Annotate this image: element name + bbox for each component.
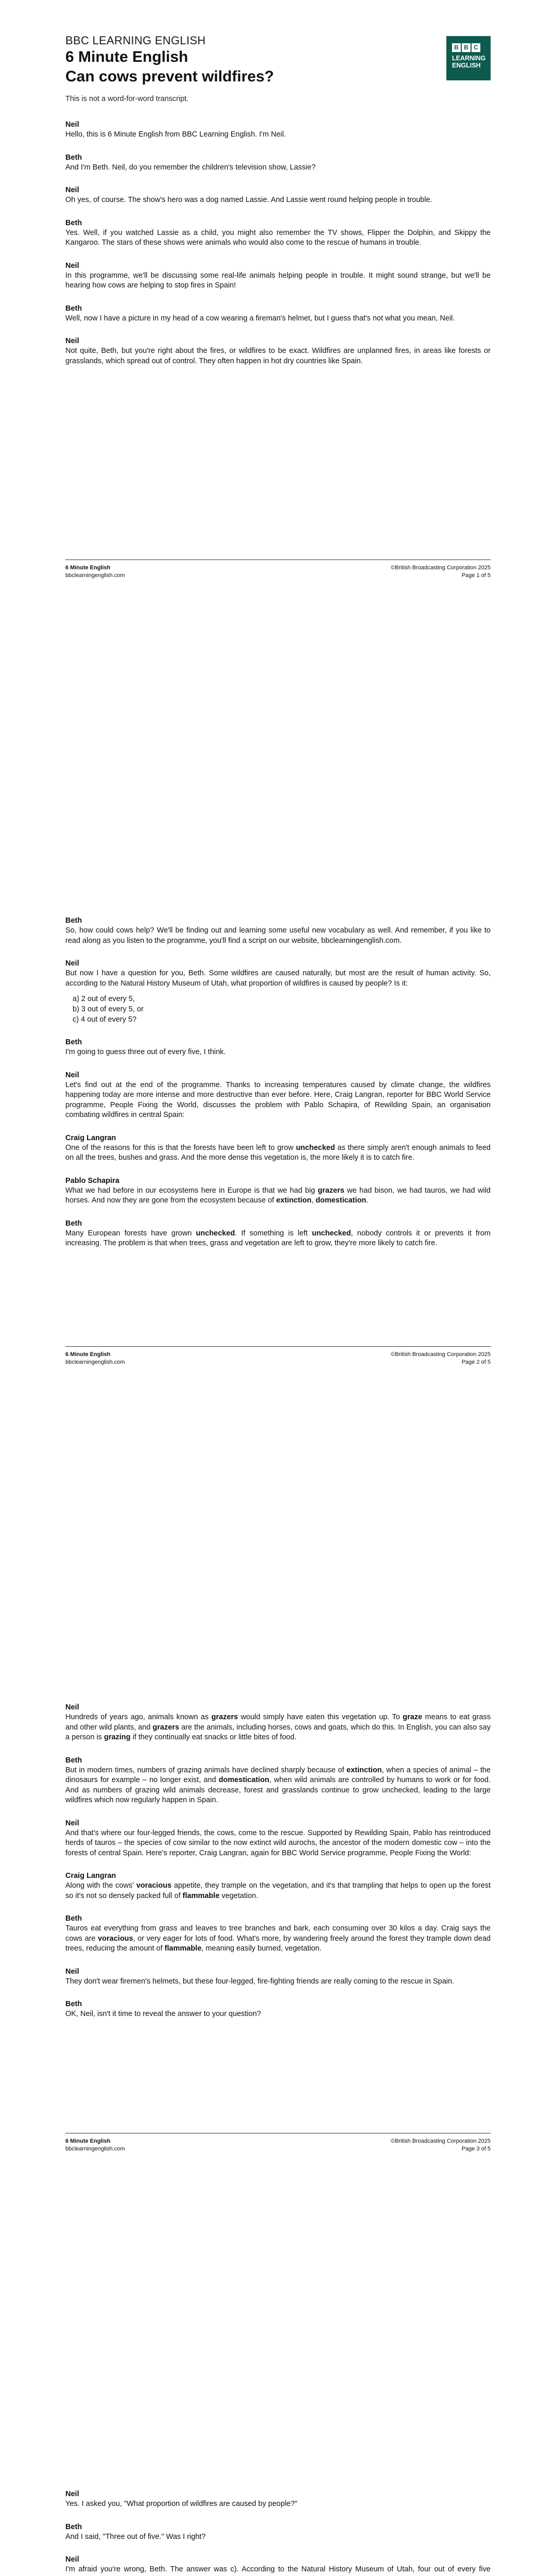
speaker-name: Beth	[65, 304, 82, 313]
transcript-body	[65, 787, 491, 1249]
footer-website: bbclearningenglish.com	[65, 2146, 125, 2152]
speech-text: Let's find out at the end of the programme. Thanks to increasing temperatures caused by climate change, the wildfires happening today are more intense and more destructive than ever before. Here, Craig Langran, reporter for BBC World Service programme, People Fixing the World, discusses the problem with Pablo Schapira, of Rewilding Spain, an organisation combating wildfires in central Spain:	[65, 1080, 491, 1119]
speaker-name: Beth	[65, 2000, 82, 2008]
dialogue-turn	[65, 1913, 491, 1954]
quiz-options	[73, 994, 491, 1025]
speech-text: Tauros eat everything from grass and leaves to tree branches and bark, each consuming over 30 kilos a day. Craig says the cows are voracious, or very eager for lots of food. What's more, by wandering freely around the forest they trample down dead trees, reducing the amount of flammable, meaning easily burned, vegetation.	[65, 1924, 491, 1953]
dialogue-turn	[65, 1702, 491, 1743]
speaker-name: Beth	[65, 1756, 82, 1765]
speaker-name: Neil	[65, 1819, 79, 1827]
speaker-name: Neil	[65, 121, 79, 129]
page-1	[0, 0, 556, 787]
speaker-name: Neil	[65, 1071, 79, 1079]
speaker-name: Beth	[65, 917, 82, 925]
speaker-name: Pablo Schapira	[65, 1176, 119, 1185]
speech-text: But in modern times, numbers of grazing animals have declined sharply because of extinction, when a species of animal – the dinosaurs for example – no longer exist, and domestication, when wild animals are controlled by humans to work or for food. And as numbers of grazing wild animals decrease, forest and grasslands continue to grow unchecked, leading to the large wildfires which now regularly happen in Spain.	[65, 1766, 491, 1804]
speech-text: Hello, this is 6 Minute English from BBC Learning English. I'm Neil.	[65, 130, 286, 139]
speech-text: I'm afraid you're wrong, Beth. The answer was c). According to the Natural History Museum of Utah, four out of every five	[65, 2565, 491, 2573]
quiz-option: c) 4 out of every 5?	[73, 1015, 137, 1024]
speech-text: So, how could cows help? We'll be finding out and learning some useful new vocabulary as well. And remember, if you like to read along as you listen to the programme, you'll find a script on our website, bbclearningenglish.com.	[65, 926, 491, 945]
page-number: Page 3 of 5	[461, 2146, 491, 2152]
quiz-option: b) 3 out of every 5, or	[73, 1005, 144, 1013]
footer-programme: 6 Minute English	[65, 565, 111, 571]
speaker-name: Craig Langran	[65, 1872, 116, 1880]
transcript-body	[65, 2360, 491, 2576]
speaker-name: Neil	[65, 959, 79, 968]
page-footer	[65, 1346, 491, 1366]
speaker-name: Beth	[65, 153, 82, 162]
dialogue-turn	[65, 1818, 491, 1859]
dialogue-turn	[65, 1037, 491, 1058]
speaker-name: Beth	[65, 2522, 82, 2531]
speaker-name: Neil	[65, 337, 79, 345]
footer-copyright: ©British Broadcasting Corporation 2025	[391, 1351, 491, 1358]
dialogue-turn	[65, 120, 491, 140]
dialogue-turn	[65, 218, 491, 248]
footer-website: bbclearningenglish.com	[65, 1359, 125, 1365]
speaker-name: Neil	[65, 1967, 79, 1976]
transcript-body	[65, 1573, 491, 2020]
speaker-name: Beth	[65, 1038, 82, 1046]
dialogue-turn	[65, 2522, 491, 2543]
dialogue-turn	[65, 261, 491, 291]
speaker-name: Beth	[65, 1219, 82, 1228]
page-2	[0, 787, 556, 1573]
footer-website: bbclearningenglish.com	[65, 572, 125, 579]
footer-programme: 6 Minute English	[65, 1351, 111, 1358]
page-number: Page 2 of 5	[461, 1359, 491, 1365]
programme-name: 6 Minute English	[65, 48, 188, 65]
page-footer	[65, 2133, 491, 2153]
dialogue-turn	[65, 1967, 491, 1987]
dialogue-turn	[65, 2489, 491, 2510]
speaker-name: Craig Langran	[65, 1133, 116, 1142]
dialogue-turn	[65, 958, 491, 1025]
footer-programme: 6 Minute English	[65, 2138, 111, 2144]
speech-text: Yes. Well, if you watched Lassie as a child, you might also remember the TV shows, Flipper the Dolphin, and Skippy the Kangaroo. The stars of these shows were animals who would also come to the rescue of humans in trouble.	[65, 228, 491, 247]
speech-text: They don't wear firemen's helmets, but these four-legged, fire-fighting friends are really coming to the rescue in Spain.	[65, 1977, 455, 1986]
speech-text: Oh yes, of course. The show's hero was a dog named Lassie. And Lassie went round helping people in trouble.	[65, 196, 432, 204]
footer-copyright: ©British Broadcasting Corporation 2025	[391, 565, 491, 571]
dialogue-turn	[65, 336, 491, 366]
speech-text: Not quite, Beth, but you're right about the fires, or wildfires to be exact. Wildfires are unplanned fires, in areas like forests or grasslands, which spread out of control. They often happen in hot dry countries like Spain.	[65, 347, 491, 365]
dialogue-turn	[65, 1999, 491, 2020]
dialogue-turn	[65, 1176, 491, 1206]
page-3	[0, 1573, 556, 2360]
speaker-name: Neil	[65, 2555, 79, 2564]
speaker-name: Neil	[65, 261, 79, 270]
series-name: BBC LEARNING ENGLISH	[65, 34, 206, 47]
speech-text: Many European forests have grown unchecked. If something is left unchecked, nobody controls it or prevents it from increasing. The problem is that when trees, grass and vegetation are left to grow, they're more likely to catch fire.	[65, 1229, 491, 1247]
footer-copyright: ©British Broadcasting Corporation 2025	[391, 2138, 491, 2144]
speech-text: Along with the cows' voracious appetite, they trample on the vegetation, and it's that trampling that helps to open up the forest so it's not so densely packed full of flammable vegetation.	[65, 1882, 491, 1900]
dialogue-turn	[65, 1871, 491, 1901]
speaker-name: Beth	[65, 218, 82, 227]
speech-text: Hundreds of years ago, animals known as grazers would simply have eaten this vegetation up. To graze means to eat grass and other wild plants, and grazers are the animals, including horses, cows and goats, which do this. In English, you can also say a person is grazing if they continually eat snacks or little bites of food.	[65, 1713, 491, 1741]
speech-text: One of the reasons for this is that the forests have been left to grow unchecked as there simply aren't enough animals to feed on all the trees, bushes and grass. And the more dense this vegetation is, the more likely it is to catch fire.	[65, 1143, 491, 1162]
transcript-body	[65, 120, 491, 366]
dialogue-turn	[65, 1133, 491, 1163]
speech-text: What we had before in our ecosystems here in Europe is that we had big grazers we had bison, we had tauros, we had wild horses. And now they are gone from the ecosystem because of extinction, domestication.	[65, 1186, 491, 1205]
speech-text: In this programme, we'll be discussing some real-life animals helping people in trouble. It might sound strange, but we'll be hearing how cows are helping to stop fires in Spain!	[65, 271, 491, 290]
bbc-blocks: B B C	[452, 43, 491, 52]
dialogue-turn	[65, 1755, 491, 1806]
page-number: Page 1 of 5	[461, 572, 491, 579]
speech-text: I'm going to guess three out of every five, I think.	[65, 1048, 226, 1056]
dialogue-turn	[65, 303, 491, 324]
quiz-option: a) 2 out of every 5,	[73, 995, 135, 1003]
speaker-name: Neil	[65, 1703, 79, 1711]
bbc-learning-english-logo: B B C LEARNING ENGLISH	[446, 36, 491, 80]
dialogue-turn	[65, 185, 491, 206]
document-header	[65, 0, 491, 120]
speech-text: And that's where our four-legged friends, the cows, come to the rescue. Supported by Rewilding Spain, Pablo has reintroduced herds of tauros – the species of cow similar to the now extinct wild aurochs, the ancestor of the modern domestic cow – into the forests of central Spain. Here's reporter, Craig Langran, again for BBC World Service programme, People Fixing the World:	[65, 1828, 491, 1857]
speech-text: Yes. I asked you, "What proportion of wildfires are caused by people?"	[65, 2500, 298, 2508]
dialogue-turn	[65, 2554, 491, 2576]
speaker-name: Beth	[65, 1914, 82, 1923]
speech-text: But now I have a question for you, Beth. Some wildfires are caused naturally, but most are the result of human activity. So, according to the Natural History Museum of Utah, what proportion of wildfires is caused by people? Is it:	[65, 969, 491, 988]
speaker-name: Neil	[65, 186, 79, 194]
speech-text: And I'm Beth. Neil, do you remember the children's television show, Lassie?	[65, 163, 316, 172]
dialogue-turn	[65, 1070, 491, 1121]
speech-text: And I said, "Three out of five." Was I right?	[65, 2532, 206, 2541]
episode-title: Can cows prevent wildfires?	[65, 68, 274, 85]
dialogue-turn	[65, 916, 491, 946]
page-footer	[65, 560, 491, 580]
speech-text: OK, Neil, isn't it time to reveal the answer to your question?	[65, 2010, 261, 2018]
speech-text: Well, now I have a picture in my head of a cow wearing a fireman's helmet, but I guess that's not what you mean, Neil.	[65, 314, 455, 323]
dialogue-turn	[65, 1218, 491, 1249]
page-4	[0, 2360, 556, 2576]
speaker-name: Neil	[65, 2490, 79, 2498]
transcript-note: This is not a word-for-word transcript.	[65, 95, 189, 103]
dialogue-turn	[65, 152, 491, 173]
